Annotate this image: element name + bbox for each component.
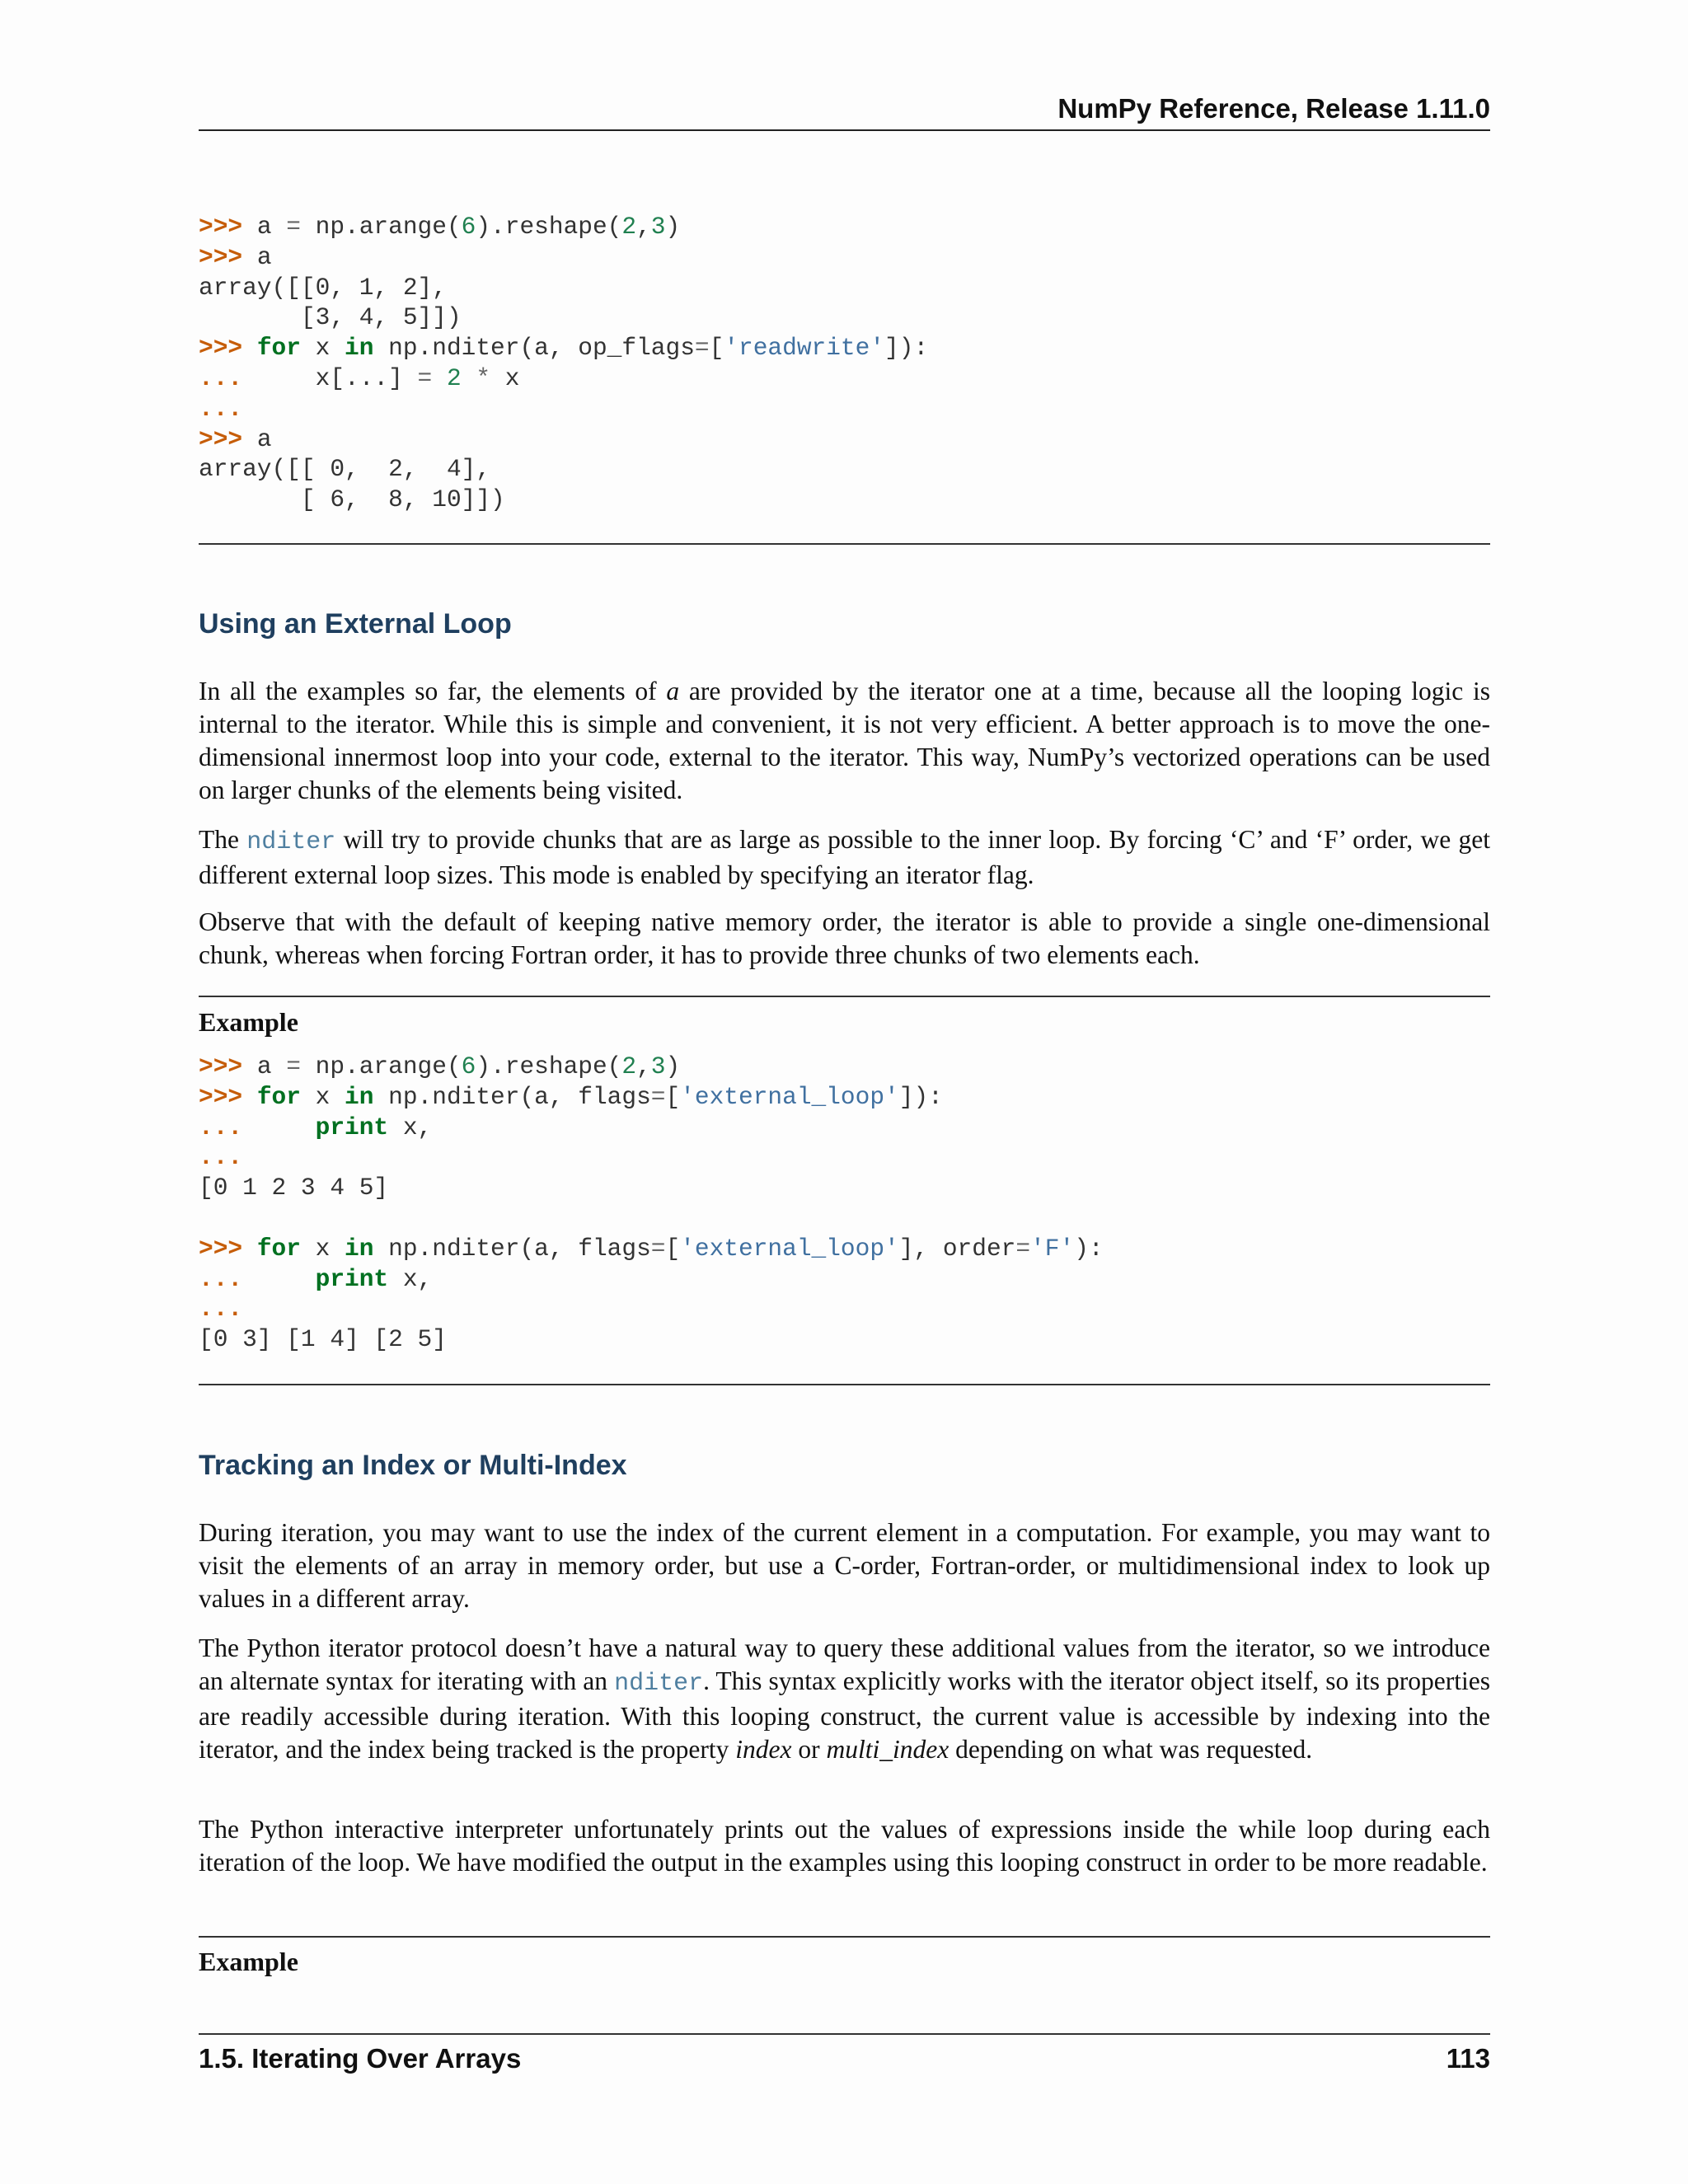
code-token: )	[665, 213, 681, 241]
code-token: ).reshape(	[476, 1052, 622, 1080]
section-heading-external-loop: Using an External Loop	[199, 608, 512, 640]
code-token: in	[345, 1234, 374, 1263]
text: will try to provide chunks that are as large as possible to the inner loop. By forcing ‘C’ and ‘F’ order, we get different external loop sizes. This mode is enabled by specifying an iterator flag.	[199, 825, 1490, 889]
code-token: for	[256, 334, 301, 363]
code-token: np.arange(	[300, 1052, 462, 1080]
nditer-link[interactable]: nditer	[614, 1670, 704, 1698]
code-token: =	[650, 1234, 666, 1263]
code-token: a	[256, 242, 272, 271]
code-token: 3	[650, 1052, 666, 1080]
code-token: ], order	[898, 1234, 1016, 1263]
header-rule	[199, 129, 1490, 131]
code-token: np.nditer(a, flags	[373, 1234, 651, 1263]
running-header: NumPy Reference, Release 1.11.0	[1057, 93, 1490, 124]
code-token: >>>	[199, 242, 257, 271]
italic-term: a	[666, 677, 680, 705]
code-token: )	[665, 1052, 681, 1080]
code-token: =	[650, 1082, 666, 1111]
code-token: 'external_loop'	[680, 1082, 899, 1111]
code-token: a	[256, 424, 272, 453]
code-token: [0 3] [1 4] [2 5]	[199, 1325, 447, 1354]
text: The	[199, 825, 247, 854]
text: depending on what was requested.	[949, 1735, 1313, 1764]
code-token: [ 6, 8, 10]])	[199, 485, 505, 514]
example-rule	[199, 1936, 1490, 1938]
paragraph	[199, 1632, 1490, 1766]
code-token: np.nditer(a, op_flags	[373, 334, 695, 363]
code-token: a	[256, 1052, 287, 1080]
code-token: x	[300, 334, 345, 363]
code-token	[462, 364, 476, 392]
text: or	[791, 1735, 827, 1764]
code-token: ,	[636, 213, 651, 241]
code-token: *	[476, 363, 491, 392]
code-token: ...	[199, 1143, 243, 1172]
code-token: =	[286, 1052, 301, 1080]
code-token: 2	[621, 213, 637, 241]
code-token: x,	[388, 1113, 433, 1141]
paragraph	[199, 675, 1490, 807]
code-token: [	[665, 1082, 681, 1111]
nditer-link[interactable]: nditer	[246, 828, 336, 856]
paragraph: Observe that with the default of keeping native memory order, the iterator is able to provide a single one-dimensional chunk, whereas when forcing Fortran order, it has to provide three chunks of two elements each.	[199, 907, 1490, 969]
code-token: in	[345, 334, 374, 363]
code-token: 2	[621, 1052, 637, 1080]
code-token: x,	[388, 1264, 433, 1293]
code-block-1	[199, 212, 928, 515]
code-token: array([[0, 1, 2],	[199, 273, 447, 302]
code-token: print	[315, 1264, 389, 1293]
text: are provided by the iterator one at a time, because all the looping logic is internal to the iterator. While this is simple and convenient, it is not very efficient. A better approach is to move the one-dimensional innermost loop into your code, external to the iterator. This way, NumPy’s vectorized operations can be used on larger chunks of the elements being visited.	[199, 677, 1490, 804]
code-token: x	[300, 1082, 345, 1111]
code-token: =	[1015, 1234, 1031, 1263]
code-token: a	[256, 213, 287, 241]
code-token: 'external_loop'	[680, 1234, 899, 1263]
code-token: >>>	[199, 1052, 257, 1080]
code-token: 6	[461, 213, 476, 241]
code-token: in	[345, 1082, 374, 1111]
example-label: Example	[199, 1947, 298, 1976]
example-rule	[199, 996, 1490, 997]
code-token: x[...]	[256, 363, 418, 392]
code-token: =	[694, 334, 710, 363]
section-heading-tracking-index: Tracking an Index or Multi-Index	[199, 1450, 627, 1481]
code-token: print	[315, 1113, 389, 1141]
code-token: ,	[636, 1052, 651, 1080]
footer-rule	[199, 2033, 1490, 2035]
code-token: ...	[199, 394, 243, 423]
code-token: 'readwrite'	[724, 334, 885, 363]
code-token	[257, 1265, 316, 1293]
code-token: [	[665, 1234, 681, 1263]
code-token: ).reshape(	[476, 213, 622, 241]
code-token: =	[286, 213, 301, 241]
code-token: x	[300, 1234, 345, 1263]
page	[199, 0, 1490, 2184]
code-token: 2	[446, 363, 462, 392]
code-token: >>>	[199, 1234, 257, 1263]
code-token: [3, 4, 5]])	[199, 303, 462, 332]
code-token: [	[709, 334, 724, 363]
code-token: for	[256, 1082, 301, 1111]
code-token: ...	[199, 1264, 257, 1293]
paragraph	[199, 823, 1490, 892]
code-block-2	[199, 1052, 1104, 1355]
code-token: for	[256, 1234, 301, 1263]
code-token: =	[417, 363, 433, 392]
code-token: ...	[199, 1113, 257, 1141]
code-token: >>>	[199, 334, 257, 363]
code-token	[432, 364, 447, 392]
code-token: ...	[199, 1295, 243, 1324]
text: The Python iterator protocol doesn’t have a natural way to query these additional values from the iterator, so we introduce an alternate syntax for iterating with an	[199, 1633, 1490, 1695]
code-token: >>>	[199, 1082, 257, 1111]
code-token: 6	[461, 1052, 476, 1080]
code-token: array([[ 0, 2, 4],	[199, 455, 491, 484]
code-token: x	[490, 363, 520, 392]
code-token: ):	[1074, 1234, 1104, 1263]
footer-section-title: 1.5. Iterating Over Arrays	[199, 2043, 522, 2074]
page-number: 113	[1446, 2043, 1490, 2074]
code-block-rule	[199, 1384, 1490, 1385]
italic-term: index	[735, 1735, 792, 1764]
text: . This syntax explicitly works with the iterator object itself, so its properties are readily accessible during iteration. With this looping construct, the current value is accessible by indexing into the iterator, and the index being tracked is the property	[199, 1666, 1490, 1764]
paragraph: The Python interactive interpreter unfortunately prints out the values of expressions inside the while loop during each iteration of the loop. We have modified the output in the examples using this looping construct in order to be more readable.	[199, 1815, 1490, 1877]
code-token: np.nditer(a, flags	[373, 1082, 651, 1111]
italic-term: multi_index	[826, 1735, 950, 1764]
paragraph: During iteration, you may want to use the index of the current element in a computation. For example, you may want to visit the elements of an array in memory order, but use a C-order, Fortran-order, or multidimensional index to look up values in a different array.	[199, 1518, 1490, 1613]
code-token: np.arange(	[300, 213, 462, 241]
code-token	[257, 1113, 316, 1141]
code-token: [0 1 2 3 4 5]	[199, 1174, 389, 1202]
code-token: ...	[199, 363, 257, 392]
text: In all the examples so far, the elements of	[199, 677, 667, 705]
code-token: >>>	[199, 424, 257, 453]
code-token: 3	[650, 213, 666, 241]
code-token: ]):	[898, 1082, 943, 1111]
code-token: >>>	[199, 213, 257, 241]
code-token: 'F'	[1030, 1234, 1075, 1263]
code-token: ]):	[884, 334, 929, 363]
code-block-rule	[199, 543, 1490, 545]
example-label: Example	[199, 1007, 298, 1037]
